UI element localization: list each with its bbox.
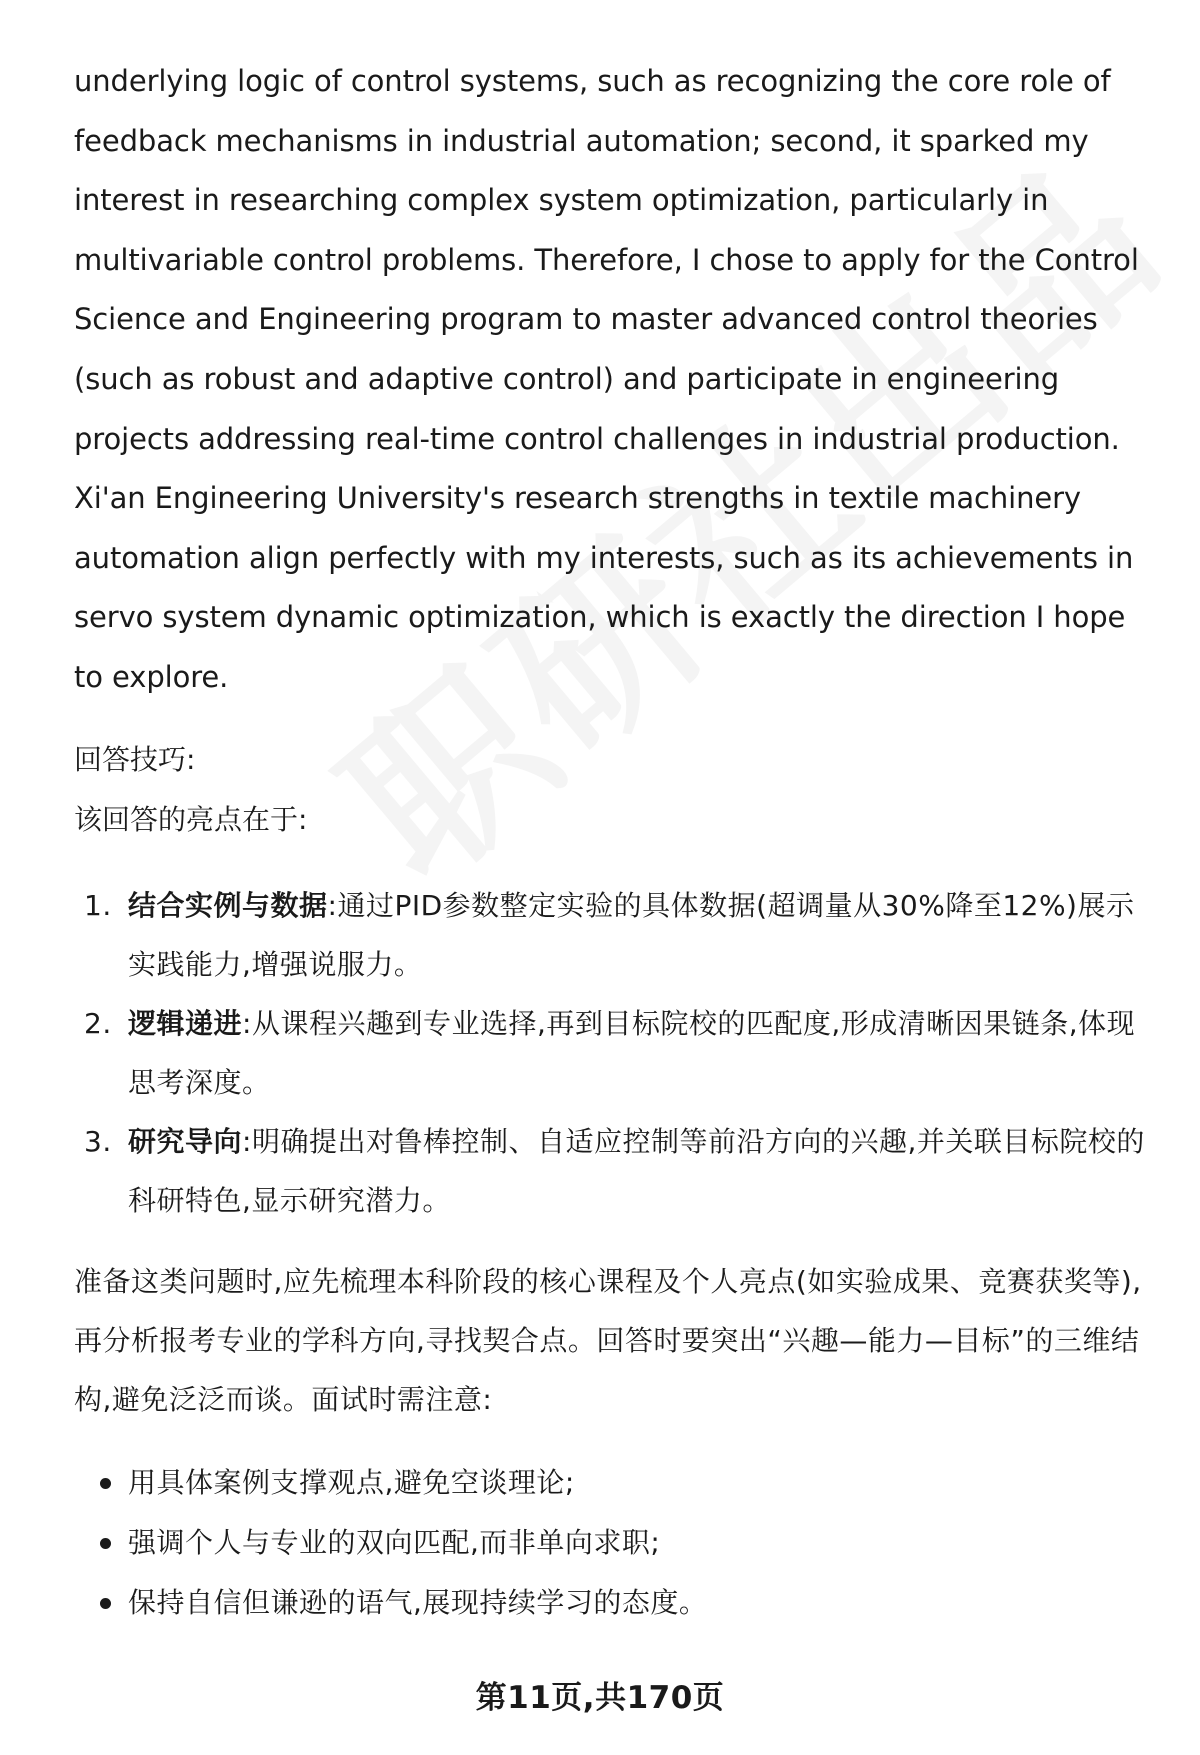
list-number: 2.: [84, 1006, 112, 1040]
highlight-text: 明确提出对鲁棒控制、自适应控制等前沿方向的兴趣,并关联目标院校的科研特色,显示研究潜力。: [128, 1124, 1145, 1217]
highlights-list: [74, 876, 1146, 1230]
note-text: 用具体案例支撑观点,避免空谈理论;: [128, 1465, 575, 1499]
highlight-text: 从课程兴趣到专业选择,再到目标院校的匹配度,形成清晰因果链条,体现思考深度。: [128, 1006, 1136, 1099]
list-item: [74, 1513, 1146, 1573]
highlights-intro: 该回答的亮点在于:: [74, 802, 308, 836]
bullet-icon: [100, 1598, 111, 1609]
preparation-paragraph: 准备这类问题时,应先梳理本科阶段的核心课程及个人亮点(如实验成果、竞赛获奖等),再分析报考专业的学科方向,寻找契合点。回答时要突出“兴趣—能力—目标”的三维结构,避免泛泛而谈。面试时需注意:: [74, 1264, 1142, 1416]
highlight-title: 结合实例与数据: [128, 888, 328, 922]
list-item: [74, 876, 1146, 994]
list-number: 3.: [84, 1124, 112, 1158]
highlight-separator: :: [242, 1124, 252, 1158]
notes-list: [74, 1453, 1146, 1633]
bullet-icon: [100, 1538, 111, 1549]
highlight-title: 研究导向: [128, 1124, 243, 1158]
list-item: [74, 1112, 1146, 1230]
list-number: 1.: [84, 888, 112, 922]
highlight-separator: :: [327, 888, 338, 922]
english-answer-paragraph: underlying logic of control systems, such as recognizing the core role of feedback mechanisms in industrial automation; second, it sparked my interest in researching complex system optimization, particularly in multivariable control problems. Therefore, I chose to apply for the Control Science and Engineering program to master advanced control theories (such as robust and adaptive control) and participate in engineering projects addressing real-time control challenges in industrial production. Xi'an Engineering University's research strengths in textile machinery automation align perfectly with my interests, such as its achievements in servo system dynamic optimization, which is exactly the direction I hope to explore.: [74, 64, 1139, 694]
tips-heading: 回答技巧:: [74, 742, 196, 776]
highlight-separator: :: [242, 1006, 252, 1040]
page-number-footer: 第11页,共170页: [475, 1680, 725, 1716]
note-text: 保持自信但谦逊的语气,展现持续学习的态度。: [128, 1585, 708, 1619]
highlight-text: 通过PID参数整定实验的具体数据(超调量从30%降至12%)展示实践能力,增强说服力。: [128, 888, 1135, 981]
bullet-icon: [100, 1478, 111, 1489]
list-item: [74, 1573, 1146, 1633]
list-item: [74, 994, 1146, 1112]
list-item: [74, 1453, 1146, 1513]
highlight-title: 逻辑递进: [128, 1006, 243, 1040]
note-text: 强调个人与专业的双向匹配,而非单向求职;: [128, 1525, 661, 1559]
